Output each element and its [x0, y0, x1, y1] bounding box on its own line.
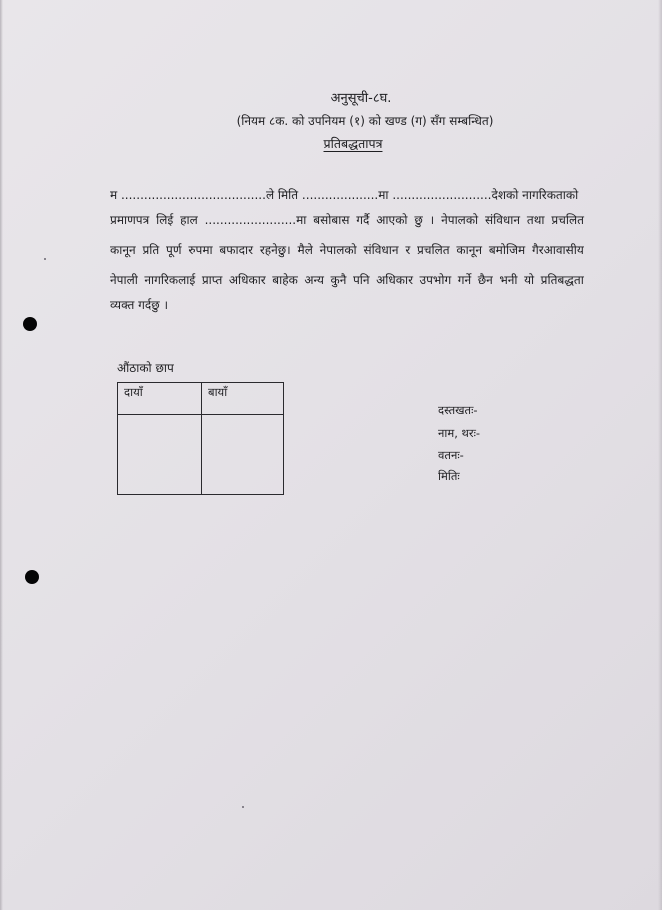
body-word: भनी	[499, 273, 518, 287]
page-edge-left	[0, 0, 3, 910]
body-word: तथा	[526, 213, 545, 227]
body-word: अधिकार	[228, 273, 266, 287]
body-word: नेपालको	[441, 213, 479, 227]
rule-reference: (नियम ८क. को उपनियम (१) को खण्ड (ग) सँग सम्बन्धित)	[236, 114, 494, 128]
body-line-3	[110, 241, 584, 258]
body-word: आएको	[376, 213, 408, 227]
table-divider-vertical	[201, 383, 202, 494]
body-word: कुनै	[330, 273, 347, 287]
paper-speck	[44, 258, 46, 260]
body-word: कानून	[456, 243, 483, 257]
body-word: छैन	[477, 273, 493, 287]
body-word: प्राप्त	[201, 273, 223, 287]
body-word: प्रतिबद्धता	[540, 273, 584, 287]
body-word: हाल	[180, 213, 198, 227]
body-line-4	[110, 271, 584, 288]
document-title: प्रतिबद्धतापत्र	[323, 136, 383, 151]
body-word: र	[405, 243, 411, 257]
paper-speck	[242, 806, 244, 808]
body-word: बाहेक	[272, 273, 298, 287]
body-word: नेपाली	[110, 273, 138, 287]
body-line-5: व्यक्त गर्दछु ।	[110, 298, 169, 312]
thumbprint-title: औंठाको छाप	[117, 361, 174, 375]
date-label: मितिः	[438, 469, 460, 483]
name-label: नाम, थरः-	[438, 426, 481, 440]
body-line-2	[110, 211, 584, 228]
body-word: पनि	[352, 273, 370, 287]
address-label: वतनः-	[438, 448, 464, 462]
right-thumb-label: दायाँ	[124, 385, 143, 399]
body-word: यो	[524, 273, 535, 287]
signature-label: दस्तखतः-	[438, 403, 478, 417]
body-word: गर्दै	[356, 213, 370, 227]
left-thumb-label: बायाँ	[208, 385, 228, 399]
table-divider-horizontal	[118, 414, 283, 415]
annex-heading: अनुसूची-८घ.	[330, 91, 392, 106]
body-word: प्रमाणपत्र	[110, 213, 150, 227]
body-word: गर्ने	[457, 273, 472, 287]
body-word: ........................मा	[204, 213, 307, 227]
body-word: अधिकार	[376, 273, 413, 287]
body-word: गैरआवासीय	[531, 243, 584, 257]
body-word: पूर्ण	[166, 243, 182, 257]
body-word: प्रचलित	[417, 243, 450, 257]
body-word: संविधान	[485, 213, 521, 227]
body-word: बमोजिम	[488, 243, 526, 257]
body-word: अन्य	[304, 273, 325, 287]
body-word: प्रति	[142, 243, 160, 257]
body-line-1: म ......................................ले मिति ....................मा ..........................देशको नागरिकताको	[110, 188, 579, 202]
body-word: उपभोग	[419, 273, 452, 287]
body-word: ।	[429, 213, 435, 227]
body-word: रहनेछु।	[259, 243, 291, 257]
thumbprint-table	[117, 382, 284, 495]
body-word: नेपालको	[319, 243, 357, 257]
punch-hole	[25, 570, 39, 584]
body-word: छु	[414, 213, 423, 227]
body-word: संविधान	[363, 243, 399, 257]
body-word: बसोबास	[313, 213, 350, 227]
body-word: मैले	[297, 243, 313, 257]
body-word: लिई	[156, 213, 174, 227]
body-word: प्रचलित	[551, 213, 584, 227]
punch-hole	[23, 317, 37, 331]
body-word: रुपमा	[188, 243, 213, 257]
body-word: बफादार	[219, 243, 254, 257]
body-word: कानून	[110, 243, 136, 257]
body-word: नागरिकलाई	[144, 273, 196, 287]
